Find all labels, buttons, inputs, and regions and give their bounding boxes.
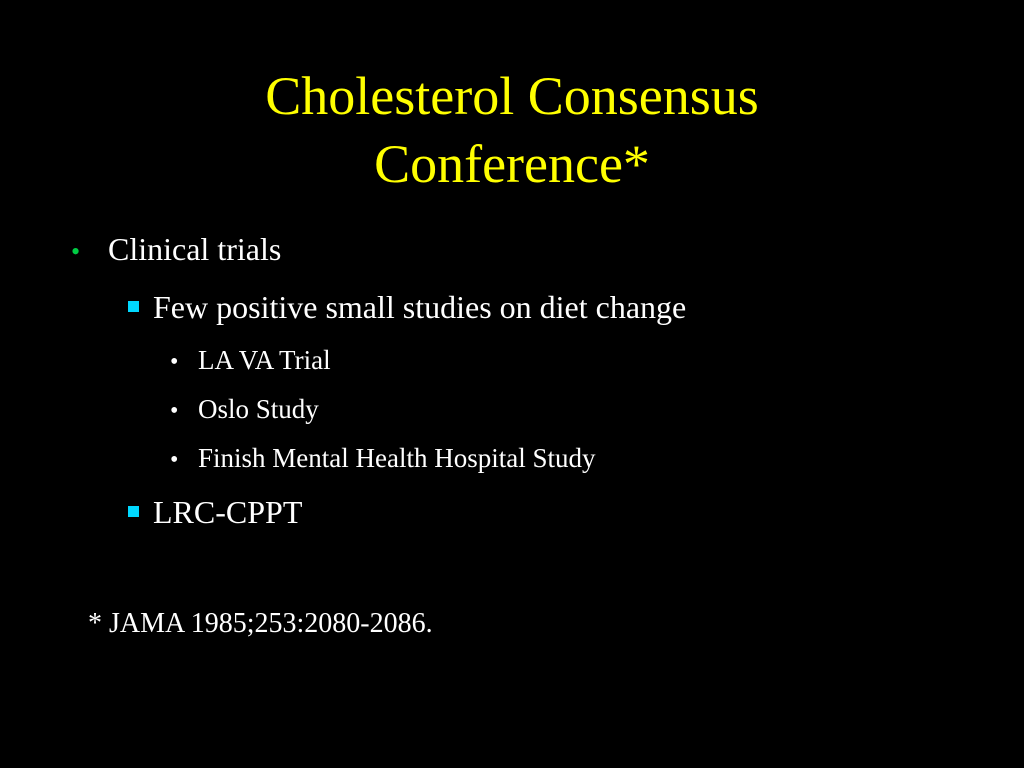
slide-title-line1: Cholesterol Consensus [265, 66, 759, 126]
bullet-text: Finish Mental Health Hospital Study [198, 443, 596, 473]
bullet-few-positive-studies [124, 289, 686, 326]
bullet-lrc-cppt [124, 494, 302, 531]
square-bullet-icon [124, 494, 153, 531]
footnote-citation: * JAMA 1985;253:2080-2086. [88, 608, 433, 639]
bullet-clinical-trials [71, 231, 281, 268]
bullet-finish-mental-health [170, 443, 596, 474]
round-bullet-icon: • [71, 237, 81, 266]
bullet-text: LRC-CPPT [153, 494, 303, 530]
bullet-text: LA VA Trial [198, 345, 331, 375]
round-bullet-icon: • [170, 447, 179, 473]
square-bullet-icon [124, 289, 153, 326]
round-bullet-icon: • [170, 349, 179, 375]
bullet-oslo-study [170, 394, 319, 425]
bullet-text: Few positive small studies on diet change [153, 289, 687, 325]
bullet-text: Clinical trials [108, 231, 282, 267]
slide-title-line2: Conference* [374, 134, 650, 194]
round-bullet-icon: • [170, 398, 179, 424]
bullet-text: Oslo Study [198, 394, 319, 424]
slide-title [0, 62, 1024, 198]
bullet-la-va-trial [170, 345, 331, 376]
